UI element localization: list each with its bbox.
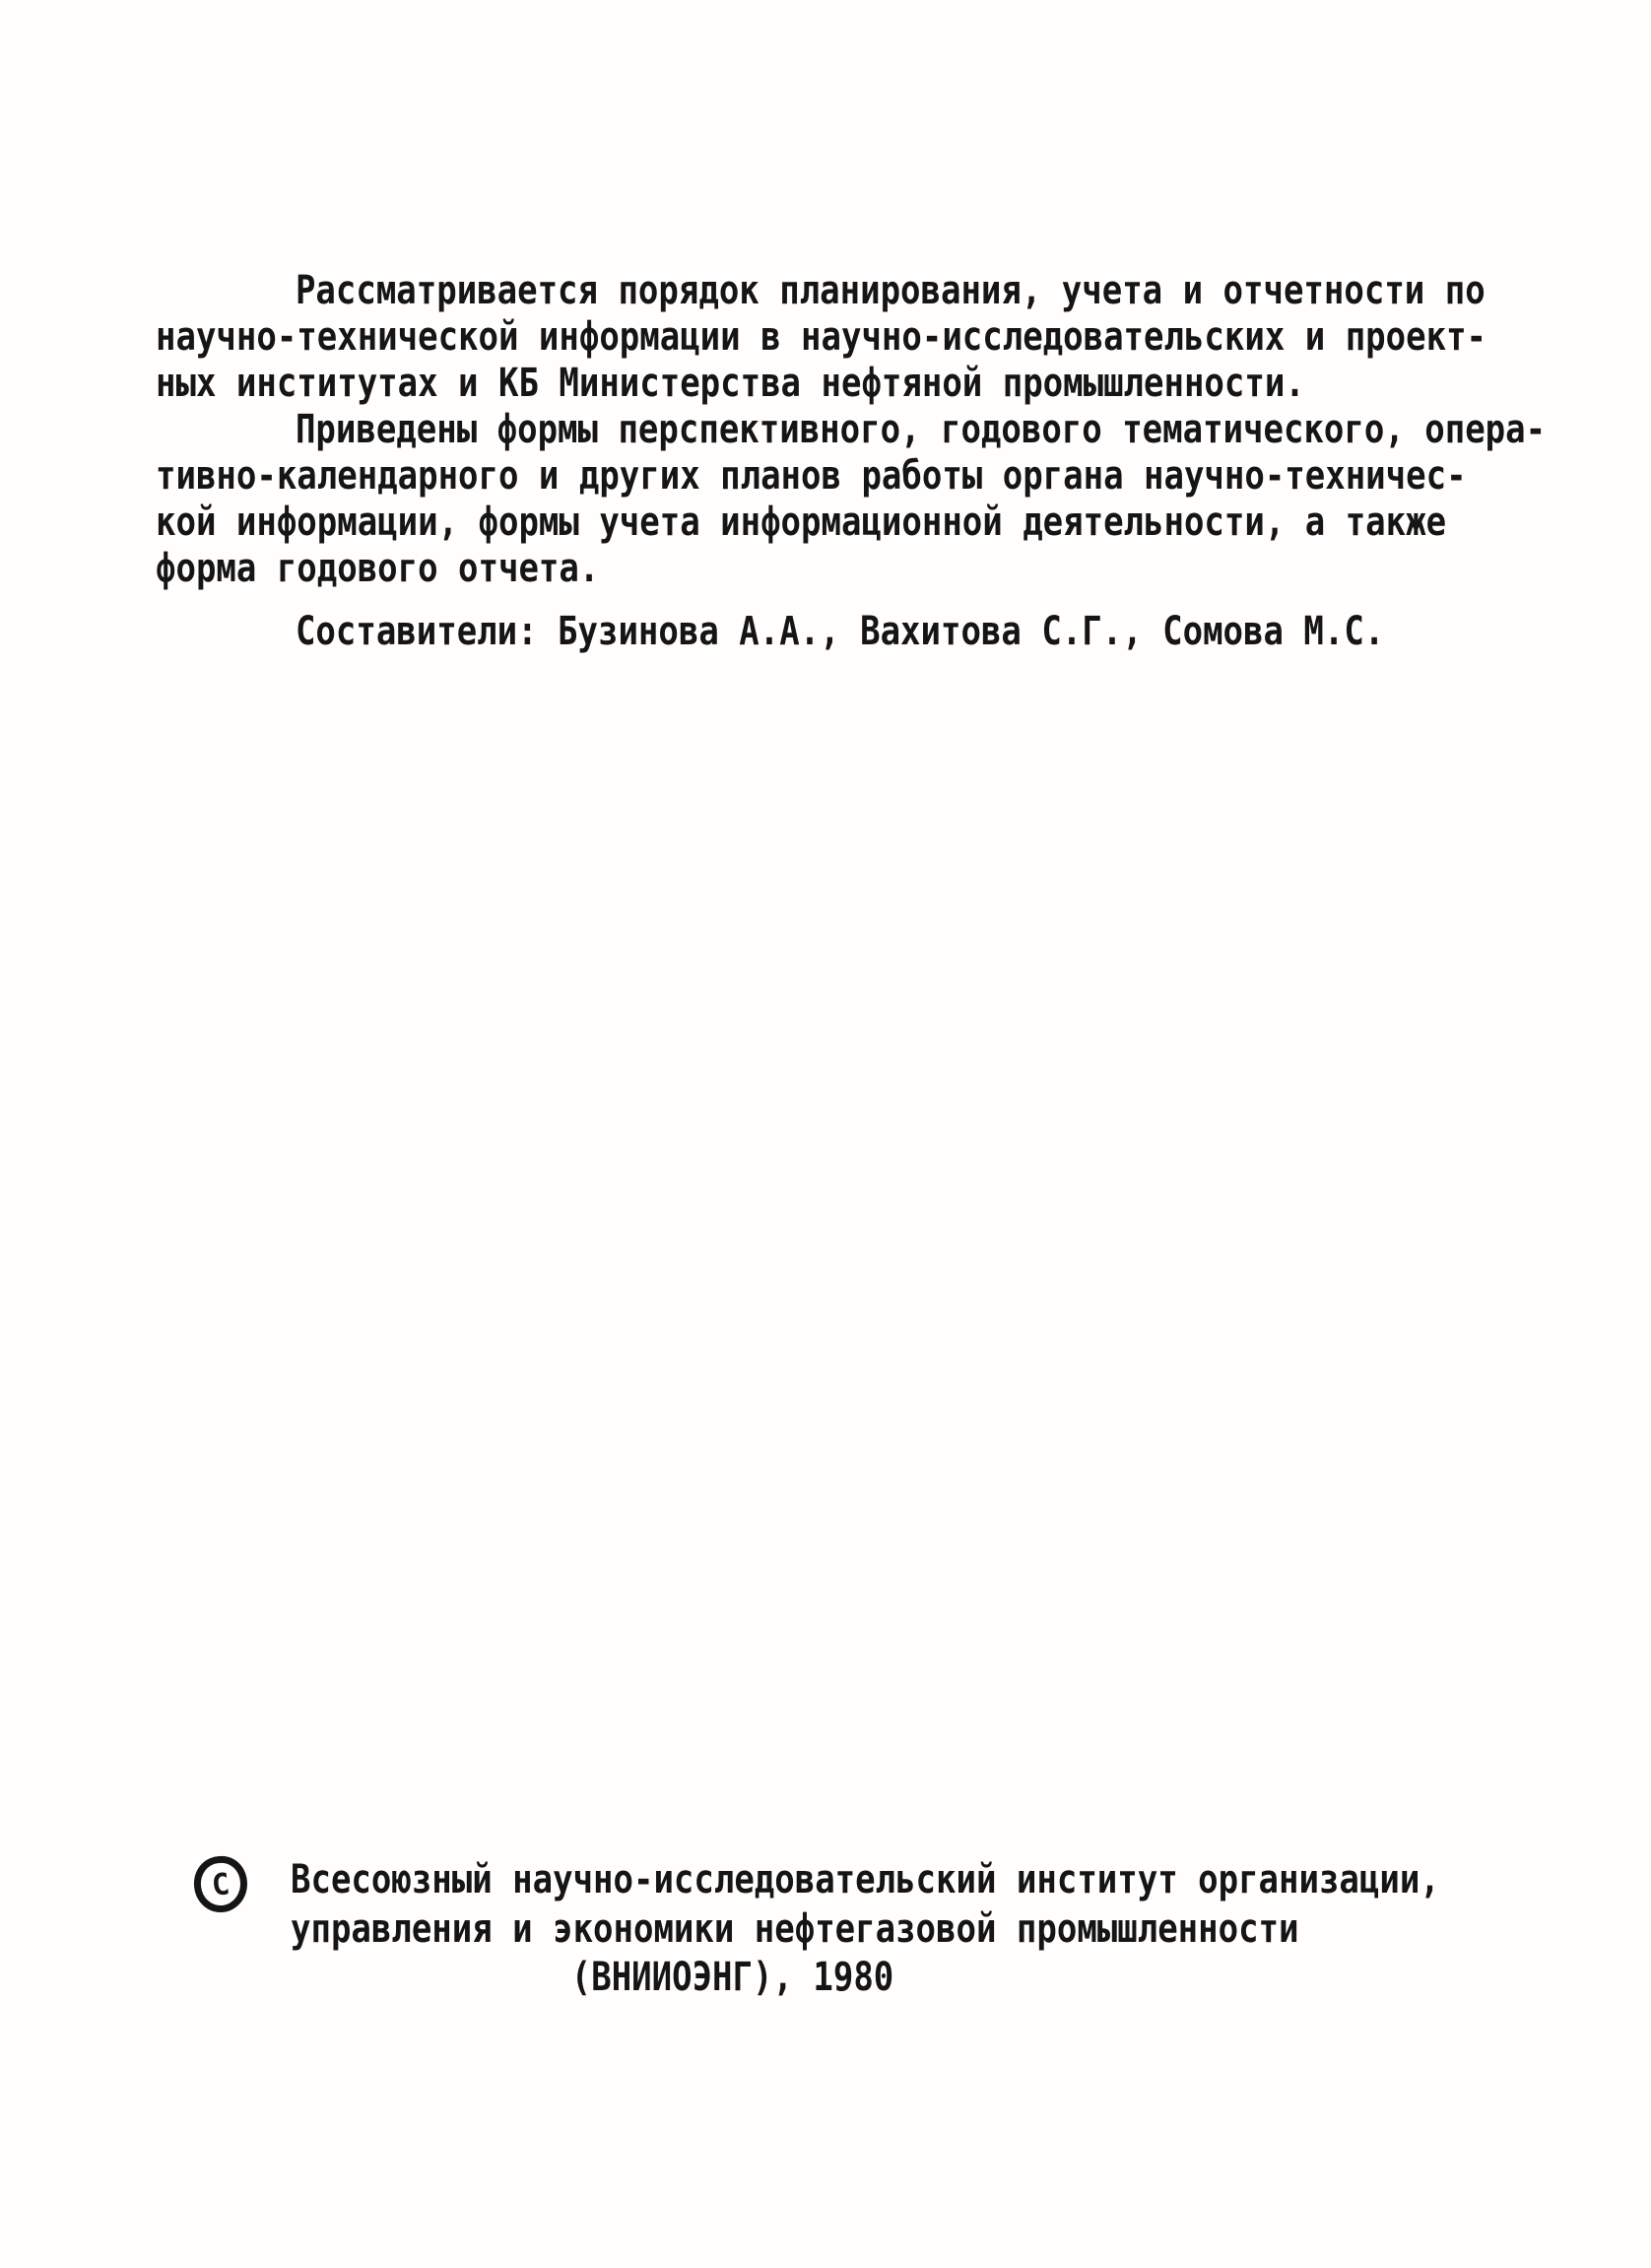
copyright-line: управления и экономики нефтегазовой промышленности xyxy=(291,1905,1299,1952)
abstract-line: кой информации, формы учета информационной деятельности, а также xyxy=(156,500,1447,545)
copyright-letter: С xyxy=(210,1866,231,1903)
abstract-line: ных институтах и КБ Министерства нефтяной промышленности. xyxy=(156,361,1305,406)
abstract-line: форма годового отчета. xyxy=(156,546,600,591)
copyright-notice xyxy=(291,1856,1440,2003)
abstract-line: тивно-календарного и других планов работы органа научно-техничес- xyxy=(156,453,1467,499)
abstract-line: Рассматривается порядок планирования, учета и отчетности по xyxy=(295,268,1486,313)
copyright-line: Всесоюзный научно-исследовательский институт организации, xyxy=(291,1857,1440,1902)
composers-line: Составители: Бузинова А.А., Вахитова С.Г., Сомова М.С. xyxy=(295,609,1385,654)
abstract-paragraphs xyxy=(156,268,1546,655)
abstract-line: научно-технической информации в научно-исследовательских и проект- xyxy=(156,314,1487,360)
copyright-icon xyxy=(191,1853,250,1914)
copyright-line: (ВНИИОЭНГ), 1980 xyxy=(570,1955,894,2000)
abstract-line: Приведены формы перспективного, годового тематического, опера- xyxy=(295,407,1547,452)
